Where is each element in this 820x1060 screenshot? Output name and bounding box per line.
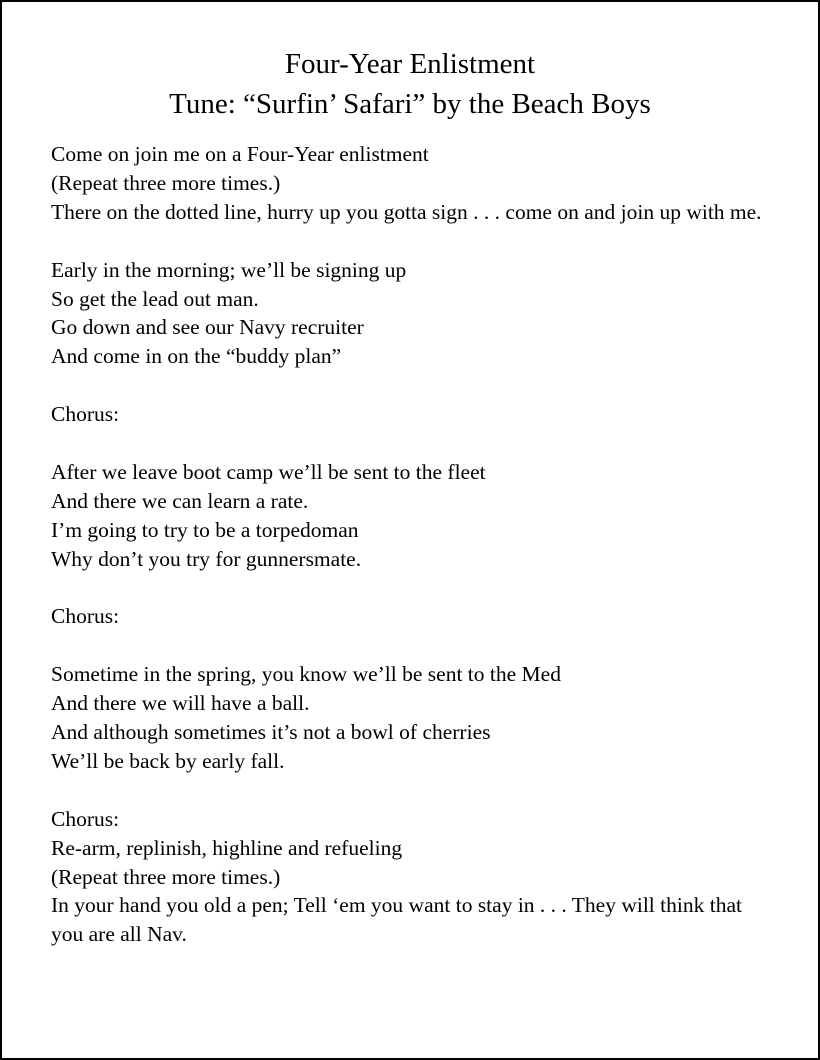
document-title: Four-Year Enlistment: [284, 48, 536, 80]
lyric-line: And although sometimes it’s not a bowl of cherries: [51, 720, 491, 745]
lyric-line: Early in the morning; we’ll be signing up: [51, 257, 407, 282]
lyric-line: I’m going to try to be a torpedoman: [51, 517, 359, 542]
chorus-marker-2: [51, 602, 771, 631]
title-block: [2, 44, 818, 124]
stanza-4: [51, 660, 771, 776]
lyric-line: There on the dotted line, hurry up you gotta sign . . . come on and join up with me.: [51, 199, 762, 224]
lyric-line: Come on join me on a Four-Year enlistment: [51, 142, 429, 166]
lyric-line: After we leave boot camp we’ll be sent to the fleet: [51, 459, 486, 484]
stanza-1: [51, 140, 771, 227]
lyric-line: And there we will have a ball.: [51, 691, 310, 716]
lyric-line: Re-arm, replinish, highline and refueling: [51, 835, 403, 860]
chorus-label: Chorus:: [51, 604, 120, 629]
chorus-marker-1: [51, 400, 771, 429]
lyric-line: Sometime in the spring, you know we’ll be sent to the Med: [51, 662, 561, 687]
lyric-line: Why don’t you try for gunnersmate.: [51, 546, 362, 571]
lyric-line: So get the lead out man.: [51, 286, 259, 311]
lyric-line: (Repeat three more times.): [51, 864, 281, 889]
chorus-label: Chorus:: [51, 806, 120, 831]
lyric-line: And come in on the “buddy plan”: [51, 344, 342, 369]
stanza-2: [51, 256, 771, 372]
lyric-line: Go down and see our Navy recruiter: [51, 315, 364, 340]
lyric-line: And there we can learn a rate.: [51, 488, 309, 513]
chorus-label: Chorus:: [51, 402, 120, 427]
stanza-3: [51, 458, 771, 574]
document-subtitle: Tune: “Surfin’ Safari” by the Beach Boys: [169, 88, 651, 120]
lyric-line: In your hand you old a pen; Tell ‘em you want to stay in . . . They will think that you are all Nav.: [51, 893, 748, 947]
lyric-line: We’ll be back by early fall.: [51, 748, 285, 773]
stanza-final-chorus: [51, 805, 771, 950]
lyric-line: (Repeat three more times.): [51, 170, 281, 195]
lyrics-body: [51, 140, 771, 949]
